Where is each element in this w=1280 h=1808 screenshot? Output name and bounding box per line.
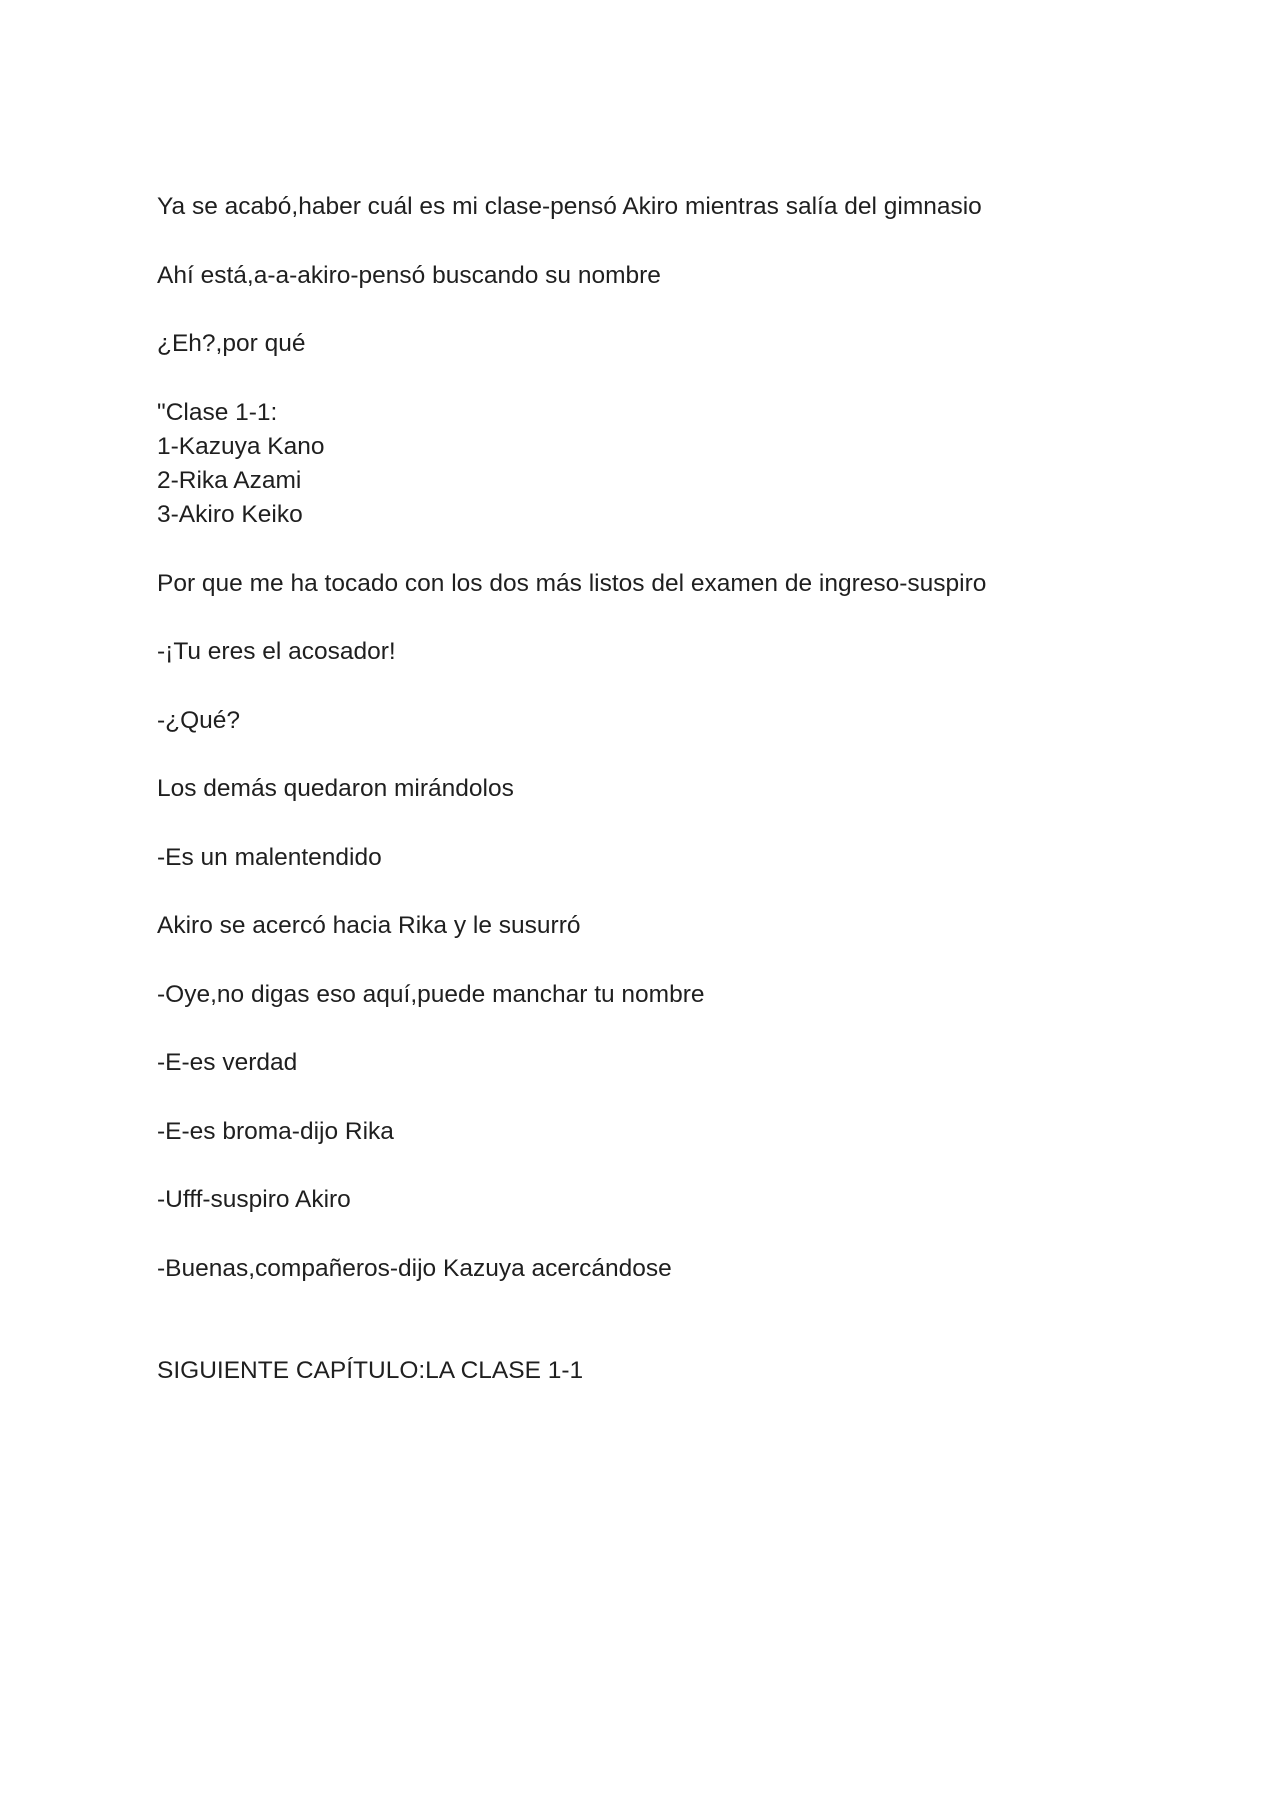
- paragraph-10: -Oye,no digas eso aquí,puede manchar tu nombre: [157, 981, 705, 1008]
- paragraph-9: Akiro se acercó hacia Rika y le susurró: [157, 912, 581, 939]
- paragraph-12: -E-es broma-dijo Rika: [157, 1118, 394, 1145]
- class-list-item-2: 2-Rika Azami: [157, 467, 302, 494]
- paragraph-4: Por que me ha tocado con los dos más listos del examen de ingreso-suspiro: [157, 570, 987, 597]
- paragraph-11: -E-es verdad: [157, 1049, 298, 1076]
- next-chapter-title: SIGUIENTE CAPÍTULO:LA CLASE 1-1: [157, 1357, 584, 1384]
- class-list-item-1: 1-Kazuya Kano: [157, 433, 325, 460]
- paragraph-5: -¡Tu eres el acosador!: [157, 638, 396, 665]
- class-list-item-3: 3-Akiro Keiko: [157, 501, 303, 528]
- class-list-heading: "Clase 1-1:: [157, 399, 278, 426]
- paragraph-1: Ya se acabó,haber cuál es mi clase-pensó Akiro mientras salía del gimnasio: [157, 193, 982, 220]
- paragraph-8: -Es un malentendido: [157, 844, 382, 871]
- paragraph-13: -Ufff-suspiro Akiro: [157, 1186, 351, 1213]
- paragraph-7: Los demás quedaron mirándolos: [157, 775, 514, 802]
- paragraph-14: -Buenas,compañeros-dijo Kazuya acercándose: [157, 1255, 672, 1282]
- paragraph-3: ¿Eh?,por qué: [157, 330, 306, 357]
- paragraph-6: -¿Qué?: [157, 707, 241, 734]
- paragraph-2: Ahí está,a-a-akiro-pensó buscando su nombre: [157, 262, 661, 289]
